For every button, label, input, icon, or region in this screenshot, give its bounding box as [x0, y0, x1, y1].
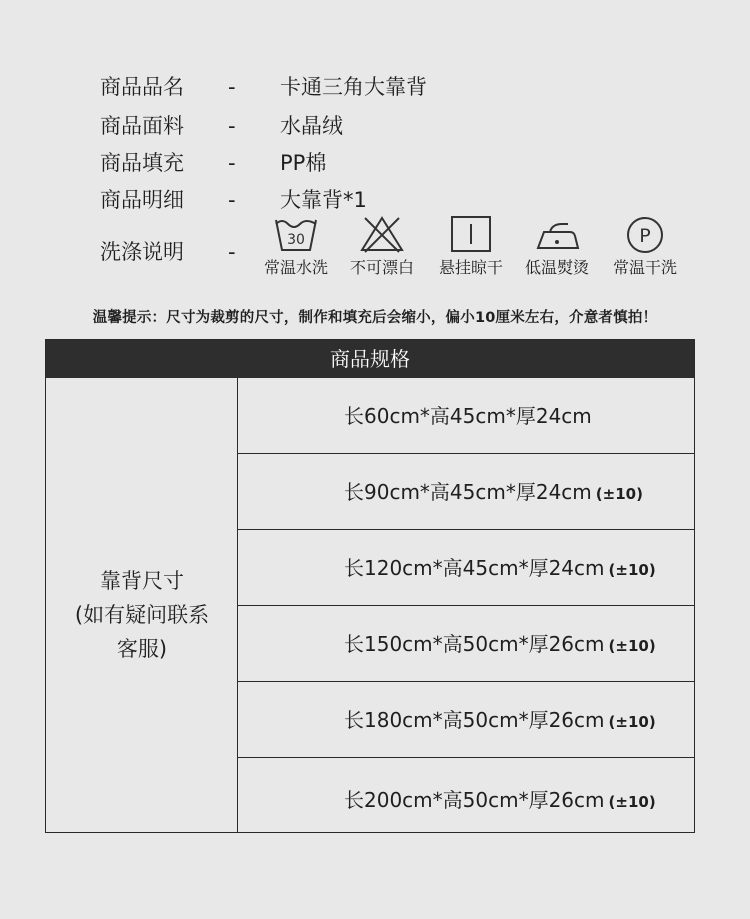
spec-row [238, 530, 694, 606]
info-dash: - [228, 188, 236, 212]
info-label: 商品明细 [100, 188, 184, 212]
hang-dry-icon [431, 214, 511, 278]
tolerance: (±10) [595, 485, 643, 503]
washing-dash: - [228, 240, 236, 264]
size-text: 长150cm*高50cm*厚26cm [344, 632, 605, 656]
info-value: 大靠背*1 [280, 188, 367, 212]
iron-low-icon [517, 214, 597, 278]
dry-clean-letter: P [639, 225, 651, 247]
spec-header: 商品规格 [46, 340, 694, 378]
info-label: 商品填充 [100, 151, 184, 175]
spec-table [45, 339, 695, 833]
spec-size [344, 454, 643, 532]
wash-caption: 低温熨烫 [524, 258, 589, 277]
tolerance: (±10) [608, 713, 656, 731]
washing-label: 洗涤说明 [100, 240, 184, 264]
spec-size [344, 378, 596, 456]
spec-row [238, 758, 694, 831]
spec-size [344, 758, 656, 844]
info-value: 水晶绒 [280, 114, 343, 138]
size-text: 长180cm*高50cm*厚26cm [344, 708, 605, 732]
size-text: 长200cm*高50cm*厚26cm [344, 788, 605, 812]
info-dash: - [228, 151, 236, 175]
spec-left-line: 客服) [116, 637, 168, 661]
info-label: 商品面料 [100, 114, 184, 138]
dry-clean-p-icon [605, 214, 685, 278]
spec-row [238, 606, 694, 682]
size-text: 长60cm*高45cm*厚24cm [344, 404, 592, 428]
spec-left-text [46, 564, 238, 666]
tolerance: (±10) [608, 637, 656, 655]
info-dash: - [228, 75, 236, 99]
reminder-tip: 温馨提示：尺寸为裁剪的尺寸，制作和填充后会缩小，偏小10厘米左右，介意者慎拍！ [92, 310, 658, 326]
spec-size [344, 530, 656, 608]
wash-caption: 不可漂白 [349, 258, 414, 277]
info-label: 商品品名 [100, 75, 184, 99]
wash-caption: 常温水洗 [263, 258, 328, 277]
spec-row [238, 682, 694, 758]
info-dash: - [228, 114, 236, 138]
spec-size [344, 682, 656, 760]
wash-temp: 30 [287, 232, 305, 248]
no-bleach-icon [342, 214, 422, 278]
spec-left-line: (如有疑问联系 [74, 603, 210, 627]
tolerance: (±10) [608, 561, 656, 579]
size-text: 长120cm*高45cm*厚24cm [344, 556, 605, 580]
wash-caption: 悬挂晾干 [438, 258, 503, 277]
spec-row [238, 378, 694, 454]
info-value: PP棉 [280, 151, 327, 175]
spec-left-line: 靠背尺寸 [100, 569, 184, 593]
wash-30-icon [256, 214, 336, 278]
spec-left-cell [46, 378, 238, 832]
tolerance: (±10) [608, 793, 656, 811]
spec-row [238, 454, 694, 530]
wash-caption: 常温干洗 [612, 258, 677, 277]
spec-size [344, 606, 656, 684]
size-text: 长90cm*高45cm*厚24cm [344, 480, 592, 504]
info-value: 卡通三角大靠背 [280, 75, 427, 99]
